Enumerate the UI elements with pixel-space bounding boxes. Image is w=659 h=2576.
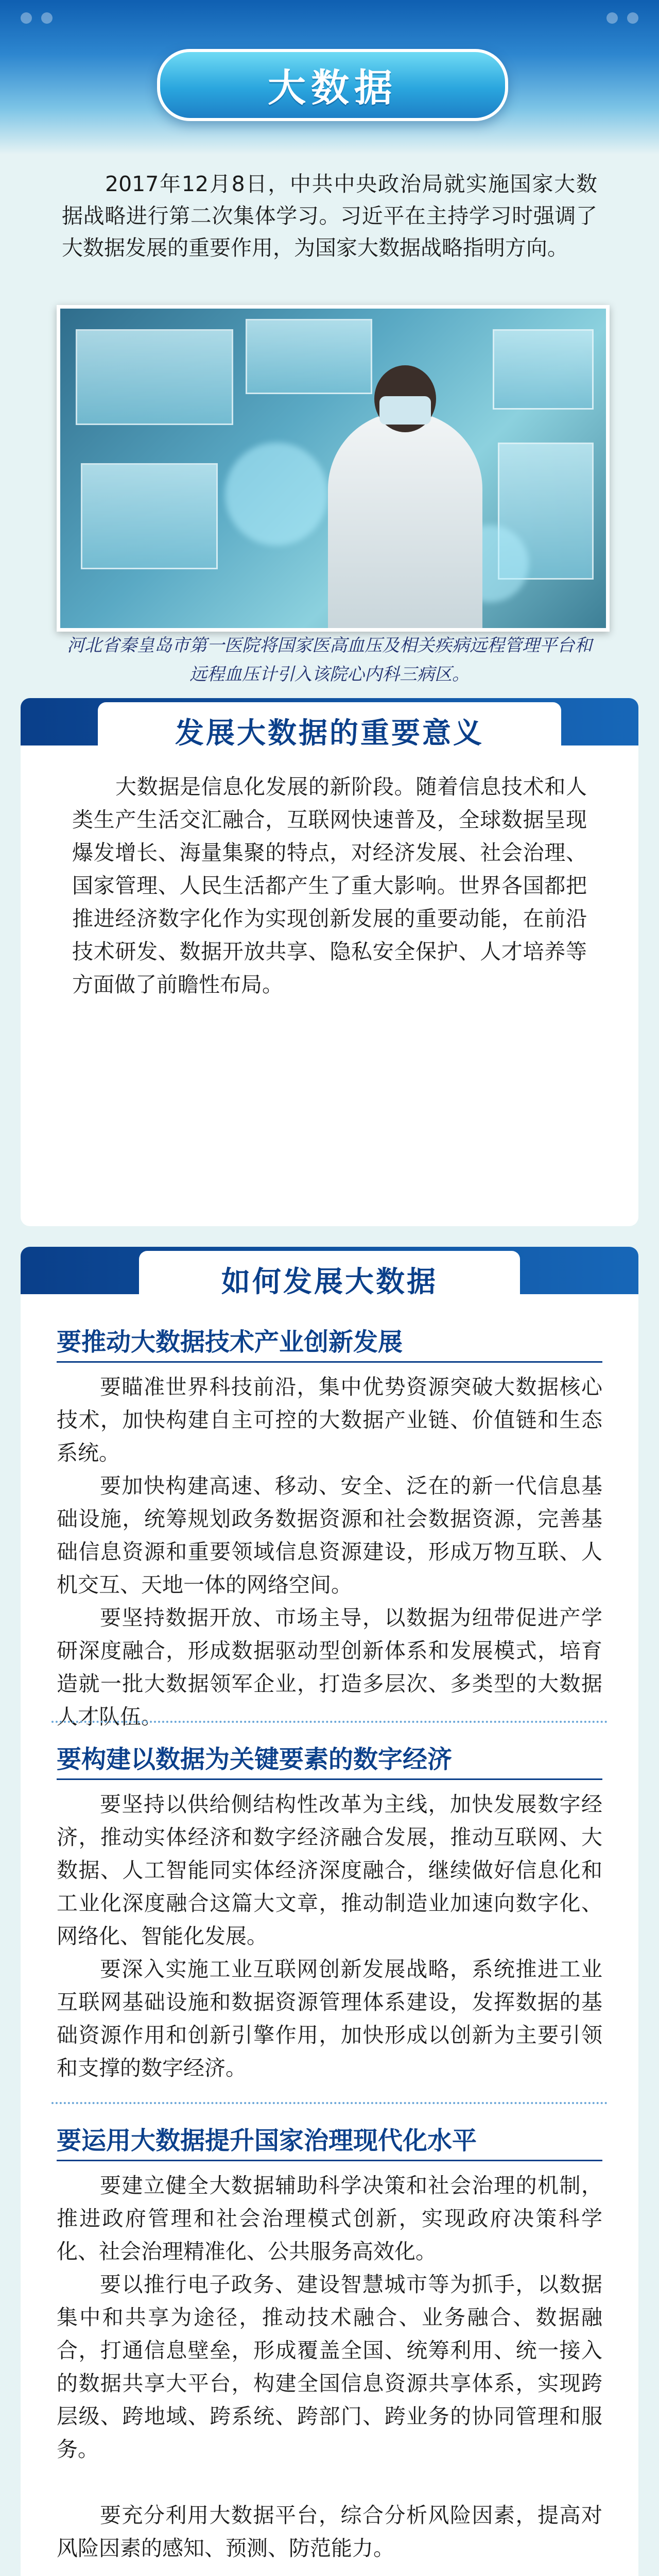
monitor-screen	[493, 329, 594, 410]
monitor-screen	[81, 463, 218, 569]
section-how-to-develop	[21, 1247, 638, 2576]
item-paragraph: 要坚持数据开放、市场主导，以数据为纽带促进产学研深度融合，形成数据驱动型创新体系和发展模式，培育造就一批大数据领军企业，打造多层次、多类型的大数据人才队伍。	[57, 1605, 602, 1729]
decor-dot	[627, 12, 638, 24]
dotted-divider	[51, 1721, 608, 1723]
item-paragraph: 要充分利用大数据平台，综合分析风险因素，提高对风险因素的感知、预测、防范能力。	[57, 2503, 602, 2561]
item-title: 要构建以数据为关键要素的数字经济	[57, 1745, 453, 1774]
dotted-divider	[51, 2102, 608, 2104]
section-title-tab	[98, 702, 561, 760]
hologram-glow	[225, 443, 328, 546]
decor-dot	[41, 12, 53, 24]
item-title-underline	[57, 2160, 602, 2161]
monitor-screen	[246, 319, 372, 394]
item-paragraph: 要深入实施工业互联网创新发展战略，系统推进工业互联网基础设施和数据资源管理体系建设，发挥数据的基础资源作用和创新引擎作用，加快形成以创新为主要引领和支撑的数字经济。	[57, 1957, 602, 2080]
section-title-tab	[139, 1251, 520, 1309]
item-paragraph: 要建立健全大数据辅助科学决策和社会治理的机制，推进政府管理和社会治理模式创新，实现政府决策科学化、社会治理精准化、公共服务高效化。	[57, 2173, 602, 2264]
decor-dot	[21, 12, 32, 24]
doctor-mask	[379, 396, 431, 425]
item-title: 要推动大数据技术产业创新发展	[57, 1328, 403, 1357]
section-paragraph: 大数据是信息化发展的新阶段。随着信息技术和人类生产生活交汇融合，互联网快速普及，全球数据呈现爆发增长、海量集聚的特点，对经济发展、社会治理、国家管理、人民生活都产生了重大影响。世界各国都把推进经济数字化作为实现创新发展的重要动能，在前沿技术研发、数据开放共享、隐私安全保护、人才培养等方面做了前瞻性布局。	[72, 774, 587, 997]
intro-paragraph: 2017年12月8日，中共中央政治局就实施国家大数据战略进行第二次集体学习。习近平在主持学习时强调了大数据发展的重要作用，为国家大数据战略指明方向。	[62, 172, 597, 260]
title-banner	[157, 49, 508, 121]
item-paragraph: 要加快构建高速、移动、安全、泛在的新一代信息基础设施，统筹规划政务数据资源和社会数据资源，完善基础信息资源和重要领域信息资源建设，形成万物互联、人机交互、天地一体的网络空间。	[57, 1473, 602, 1597]
hospital-photo	[57, 305, 610, 632]
doctor-figure	[328, 412, 482, 628]
item-title: 要运用大数据提升国家治理现代化水平	[57, 2126, 477, 2155]
section-title: 发展大数据的重要意义	[175, 717, 484, 750]
decor-dot	[606, 12, 618, 24]
item-paragraph: 要瞄准世界科技前沿，集中优势资源突破大数据核心技术，加快构建自主可控的大数据产业链、价值链和生态系统。	[57, 1375, 602, 1465]
item-title-underline	[57, 1778, 602, 1780]
page-title: 大数据	[268, 66, 397, 110]
item-paragraph: 要以推行电子政务、建设智慧城市等为抓手，以数据集中和共享为途径，推动技术融合、业务融合、数据融合，打通信息壁垒，形成覆盖全国、统筹利用、统一接入的数据共享大平台，构建全国信息资源共享体系，实现跨层级、跨地域、跨系统、跨部门、跨业务的协同管理和服务。	[57, 2272, 602, 2462]
photo-caption: 河北省秦皇岛市第一医院将国家医高血压及相关疾病远程管理平台和远程血压计引入该院心内科三病区。	[67, 635, 592, 685]
monitor-screen	[76, 329, 233, 425]
section-title: 如何发展大数据	[221, 1265, 438, 1299]
item-paragraph: 要坚持以供给侧结构性改革为主线，加快发展数字经济，推动实体经济和数字经济融合发展，推动互联网、大数据、人工智能同实体经济深度融合，继续做好信息化和工业化深度融合这篇大文章，推动制造业加速向数字化、网络化、智能化发展。	[57, 1792, 602, 1948]
section-significance	[21, 698, 638, 1226]
item-title-underline	[57, 1361, 602, 1363]
